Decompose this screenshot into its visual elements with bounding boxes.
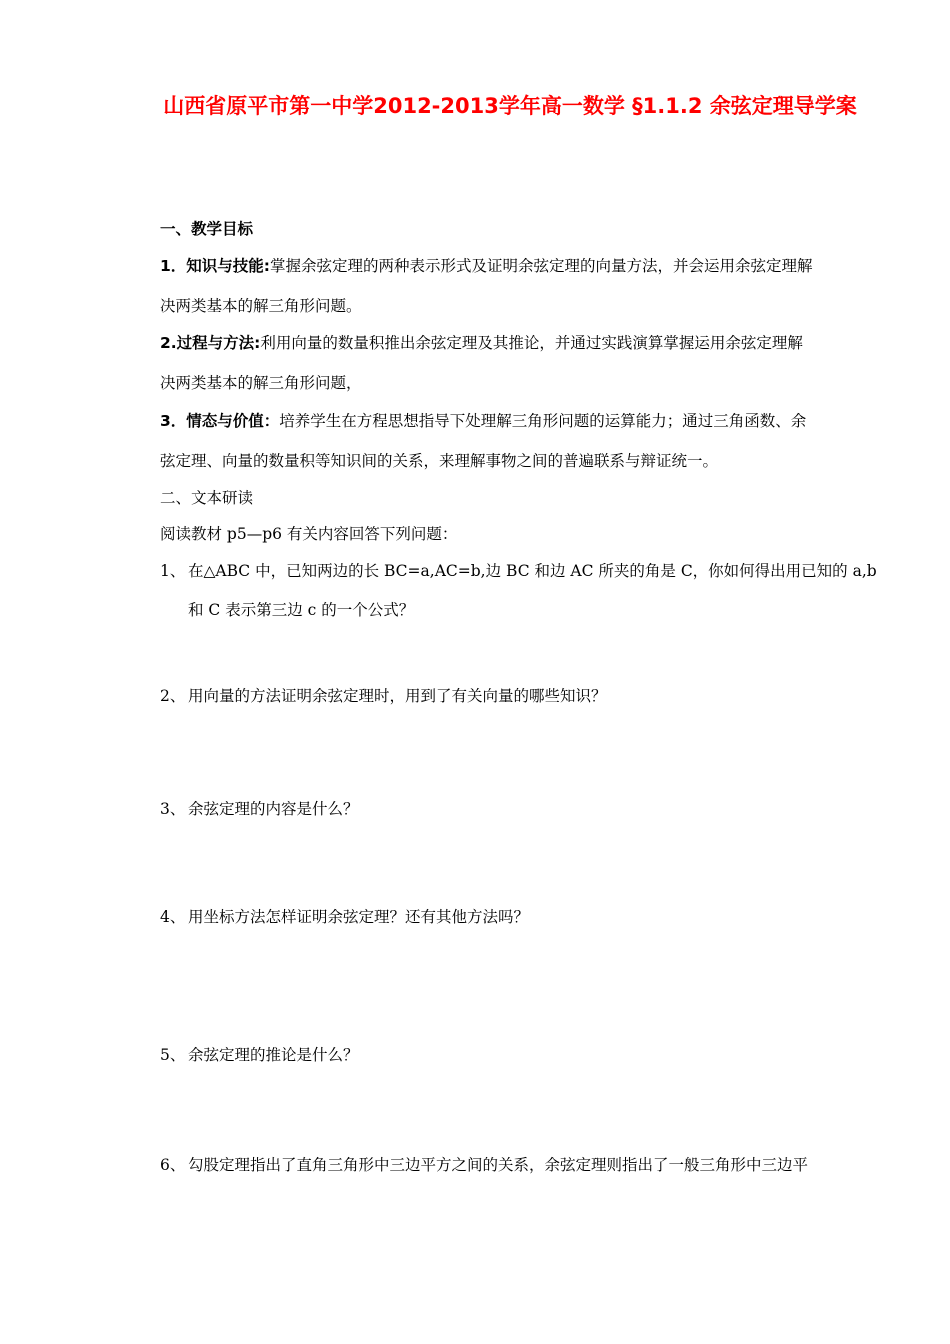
- objective-process-line2: 决两类基本的解三角形问题，: [160, 374, 362, 392]
- section2-heading: 二、文本研读: [160, 489, 254, 507]
- objective-process-label: 2.过程与方法:: [160, 334, 261, 352]
- objective-knowledge-label: 1．知识与技能:: [160, 257, 270, 275]
- question-2-line1: 用向量的方法证明余弦定理时，用到了有关向量的哪些知识？: [188, 687, 607, 705]
- document-title: 山西省原平市第一中学2012-2013学年高一数学 §1.1.2 余弦定理导学案: [163, 94, 857, 118]
- objective-values-text1: 培养学生在方程思想指导下处理解三角形问题的运算能力；通过三角函数、余: [279, 412, 807, 430]
- question-4-line1: 用坐标方法怎样证明余弦定理？还有其他方法吗？: [188, 908, 530, 926]
- question-4-number: 4、: [160, 908, 186, 926]
- objective-values-line1: [160, 411, 880, 431]
- question-3-number: 3、: [160, 800, 186, 818]
- objective-knowledge-line1: [160, 256, 880, 276]
- question-6-number: 6、: [160, 1156, 186, 1174]
- objective-values-line2: 弦定理、向量的数量积等知识间的关系，来理解事物之间的普遍联系与辩证统一。: [160, 452, 719, 470]
- objective-values-label: 3．情态与价值：: [160, 412, 280, 430]
- objective-knowledge-line2: 决两类基本的解三角形问题。: [160, 297, 362, 315]
- question-5-line1: 余弦定理的推论是什么？: [188, 1046, 359, 1064]
- question-3-line1: 余弦定理的内容是什么？: [188, 800, 359, 818]
- objective-process-line1: [160, 333, 880, 353]
- section1-heading: 一、教学目标: [160, 220, 254, 238]
- question-6-line1: 勾股定理指出了直角三角形中三边平方之间的关系，余弦定理则指出了一般三角形中三边平: [188, 1156, 809, 1174]
- question-1-number: 1、: [160, 562, 186, 580]
- question-1-line2: 和 C 表示第三边 c 的一个公式？: [188, 601, 415, 619]
- section2-intro: 阅读教材 p5—p6 有关内容回答下列问题：: [160, 525, 458, 543]
- objective-knowledge-text1: 掌握余弦定理的两种表示形式及证明余弦定理的向量方法，并会运用余弦定理解: [269, 257, 813, 275]
- question-5-number: 5、: [160, 1046, 186, 1064]
- question-2-number: 2、: [160, 687, 186, 705]
- question-1-line1: 在△ABC 中，已知两边的长 BC=a,AC=b,边 BC 和边 AC 所夹的角是 C，你如何得出用已知的 a,b: [188, 562, 877, 580]
- objective-process-text1: 利用向量的数量积推出余弦定理及其推论，并通过实践演算掌握运用余弦定理解: [260, 334, 803, 352]
